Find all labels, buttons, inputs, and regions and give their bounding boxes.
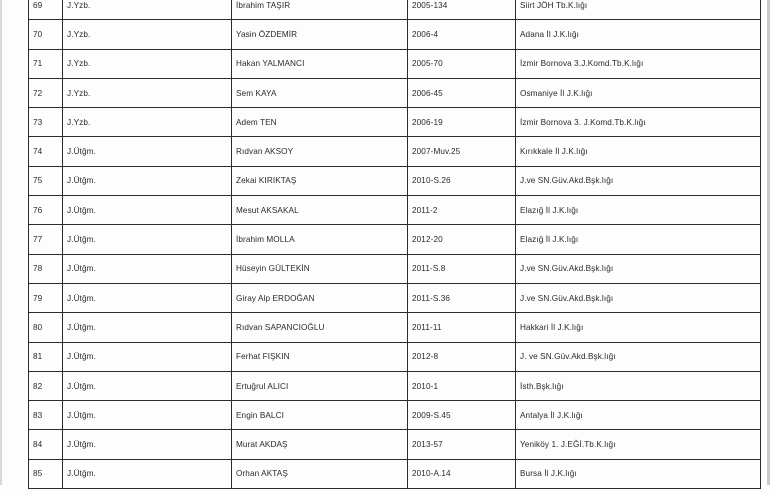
name-cell: Ertuğrul ALICI [232, 371, 408, 400]
registry-number-cell: 2006-4 [408, 20, 516, 49]
name-cell: İbrahim MOLLA [232, 225, 408, 254]
row-number-cell: 79 [29, 283, 63, 312]
name-cell: Ferhat FIŞKIN [232, 342, 408, 371]
rank-cell: J.Ütğm. [63, 254, 232, 283]
name-cell: Engin BALCI [232, 401, 408, 430]
registry-number-cell: 2011-S.8 [408, 254, 516, 283]
row-number-cell: 77 [29, 225, 63, 254]
table-row [29, 401, 761, 430]
table-row [29, 254, 761, 283]
rank-cell: J.Ütğm. [63, 459, 232, 488]
name-cell: Murat AKDAŞ [232, 430, 408, 459]
row-number-cell: 82 [29, 371, 63, 400]
registry-number-cell: 2006-19 [408, 108, 516, 137]
registry-number-cell: 2011-11 [408, 313, 516, 342]
table-row [29, 225, 761, 254]
unit-cell: J. ve SN.Güv.Akd.Bşk.lığı [516, 342, 761, 371]
registry-number-cell: 2007-Muv.25 [408, 137, 516, 166]
name-cell: Hüseyin GÜLTEKİN [232, 254, 408, 283]
rank-cell: J.Yzb. [63, 108, 232, 137]
unit-cell: İsth.Bşk.lığı [516, 371, 761, 400]
unit-cell: J.ve SN.Güv.Akd.Bşk.lığı [516, 254, 761, 283]
unit-cell: İzmir Bornova 3. J.Komd.Tb.K.lığı [516, 108, 761, 137]
name-cell: Yasin ÖZDEMİR [232, 20, 408, 49]
rank-cell: J.Ütğm. [63, 401, 232, 430]
rank-cell: J.Ütğm. [63, 166, 232, 195]
registry-number-cell: 2010-A.14 [408, 459, 516, 488]
row-number-cell: 83 [29, 401, 63, 430]
name-cell: Sem KAYA [232, 78, 408, 107]
name-cell: Orhan AKTAŞ [232, 459, 408, 488]
table-row [29, 137, 761, 166]
name-cell: Zekai KIRIKTAŞ [232, 166, 408, 195]
row-number-cell: 70 [29, 20, 63, 49]
table-row [29, 371, 761, 400]
row-number-cell: 72 [29, 78, 63, 107]
rank-cell: J.Ütğm. [63, 283, 232, 312]
unit-cell: Siirt JÖH Tb.K.lığı [516, 0, 761, 20]
table-row [29, 49, 761, 78]
unit-cell: Hakkari İl J.K.lığı [516, 313, 761, 342]
unit-cell: Bursa İl J.K.lığı [516, 459, 761, 488]
table-row [29, 166, 761, 195]
personnel-table [28, 0, 761, 489]
rank-cell: J.Ütğm. [63, 225, 232, 254]
registry-number-cell: 2006-45 [408, 78, 516, 107]
name-cell: Rıdvan AKSOY [232, 137, 408, 166]
rank-cell: J.Ütğm. [63, 196, 232, 225]
page-edge-left [0, 0, 2, 485]
table-row [29, 0, 761, 20]
row-number-cell: 85 [29, 459, 63, 488]
unit-cell: Adana İl J.K.lığı [516, 20, 761, 49]
registry-number-cell: 2010-1 [408, 371, 516, 400]
rank-cell: J.Ütğm. [63, 342, 232, 371]
table-row [29, 20, 761, 49]
table-row [29, 108, 761, 137]
row-number-cell: 73 [29, 108, 63, 137]
unit-cell: Yeniköy 1. J.EĞİ.Tb.K.lığı [516, 430, 761, 459]
table-row [29, 342, 761, 371]
unit-cell: Elazığ İl J.K.lığı [516, 196, 761, 225]
registry-number-cell: 2005-70 [408, 49, 516, 78]
name-cell: İbrahim TAŞIR [232, 0, 408, 20]
row-number-cell: 69 [29, 0, 63, 20]
personnel-table-body [29, 0, 761, 489]
registry-number-cell: 2009-S.45 [408, 401, 516, 430]
rank-cell: J.Yzb. [63, 0, 232, 20]
table-row [29, 196, 761, 225]
rank-cell: J.Ütğm. [63, 371, 232, 400]
rank-cell: J.Ütğm. [63, 430, 232, 459]
row-number-cell: 74 [29, 137, 63, 166]
unit-cell: Antalya İl J.K.lığı [516, 401, 761, 430]
registry-number-cell: 2013-57 [408, 430, 516, 459]
rank-cell: J.Yzb. [63, 78, 232, 107]
unit-cell: J.ve SN.Güv.Akd.Bşk.lığı [516, 283, 761, 312]
name-cell: Rıdvan SAPANCIOĞLU [232, 313, 408, 342]
name-cell: Hakan YALMANCI [232, 49, 408, 78]
table-row [29, 459, 761, 488]
table-row [29, 283, 761, 312]
table-row [29, 78, 761, 107]
row-number-cell: 78 [29, 254, 63, 283]
table-row [29, 313, 761, 342]
unit-cell: J.ve SN.Güv.Akd.Bşk.lığı [516, 166, 761, 195]
rank-cell: J.Yzb. [63, 20, 232, 49]
registry-number-cell: 2011-2 [408, 196, 516, 225]
unit-cell: Osmaniye İl J.K.lığı [516, 78, 761, 107]
name-cell: Mesut AKSAKAL [232, 196, 408, 225]
unit-cell: Kırıkkale İl J.K.lığı [516, 137, 761, 166]
row-number-cell: 80 [29, 313, 63, 342]
registry-number-cell: 2005-134 [408, 0, 516, 20]
row-number-cell: 76 [29, 196, 63, 225]
registry-number-cell: 2012-8 [408, 342, 516, 371]
row-number-cell: 75 [29, 166, 63, 195]
registry-number-cell: 2012-20 [408, 225, 516, 254]
rank-cell: J.Ütğm. [63, 137, 232, 166]
registry-number-cell: 2010-S.26 [408, 166, 516, 195]
rank-cell: J.Yzb. [63, 49, 232, 78]
name-cell: Adem TEN [232, 108, 408, 137]
row-number-cell: 81 [29, 342, 63, 371]
unit-cell: İzmir Bornova 3.J.Komd.Tb.K.lığı [516, 49, 761, 78]
name-cell: Giray Alp ERDOĞAN [232, 283, 408, 312]
unit-cell: Elazığ İl J.K.lığı [516, 225, 761, 254]
row-number-cell: 71 [29, 49, 63, 78]
row-number-cell: 84 [29, 430, 63, 459]
table-row [29, 430, 761, 459]
registry-number-cell: 2011-S.36 [408, 283, 516, 312]
rank-cell: J.Ütğm. [63, 313, 232, 342]
